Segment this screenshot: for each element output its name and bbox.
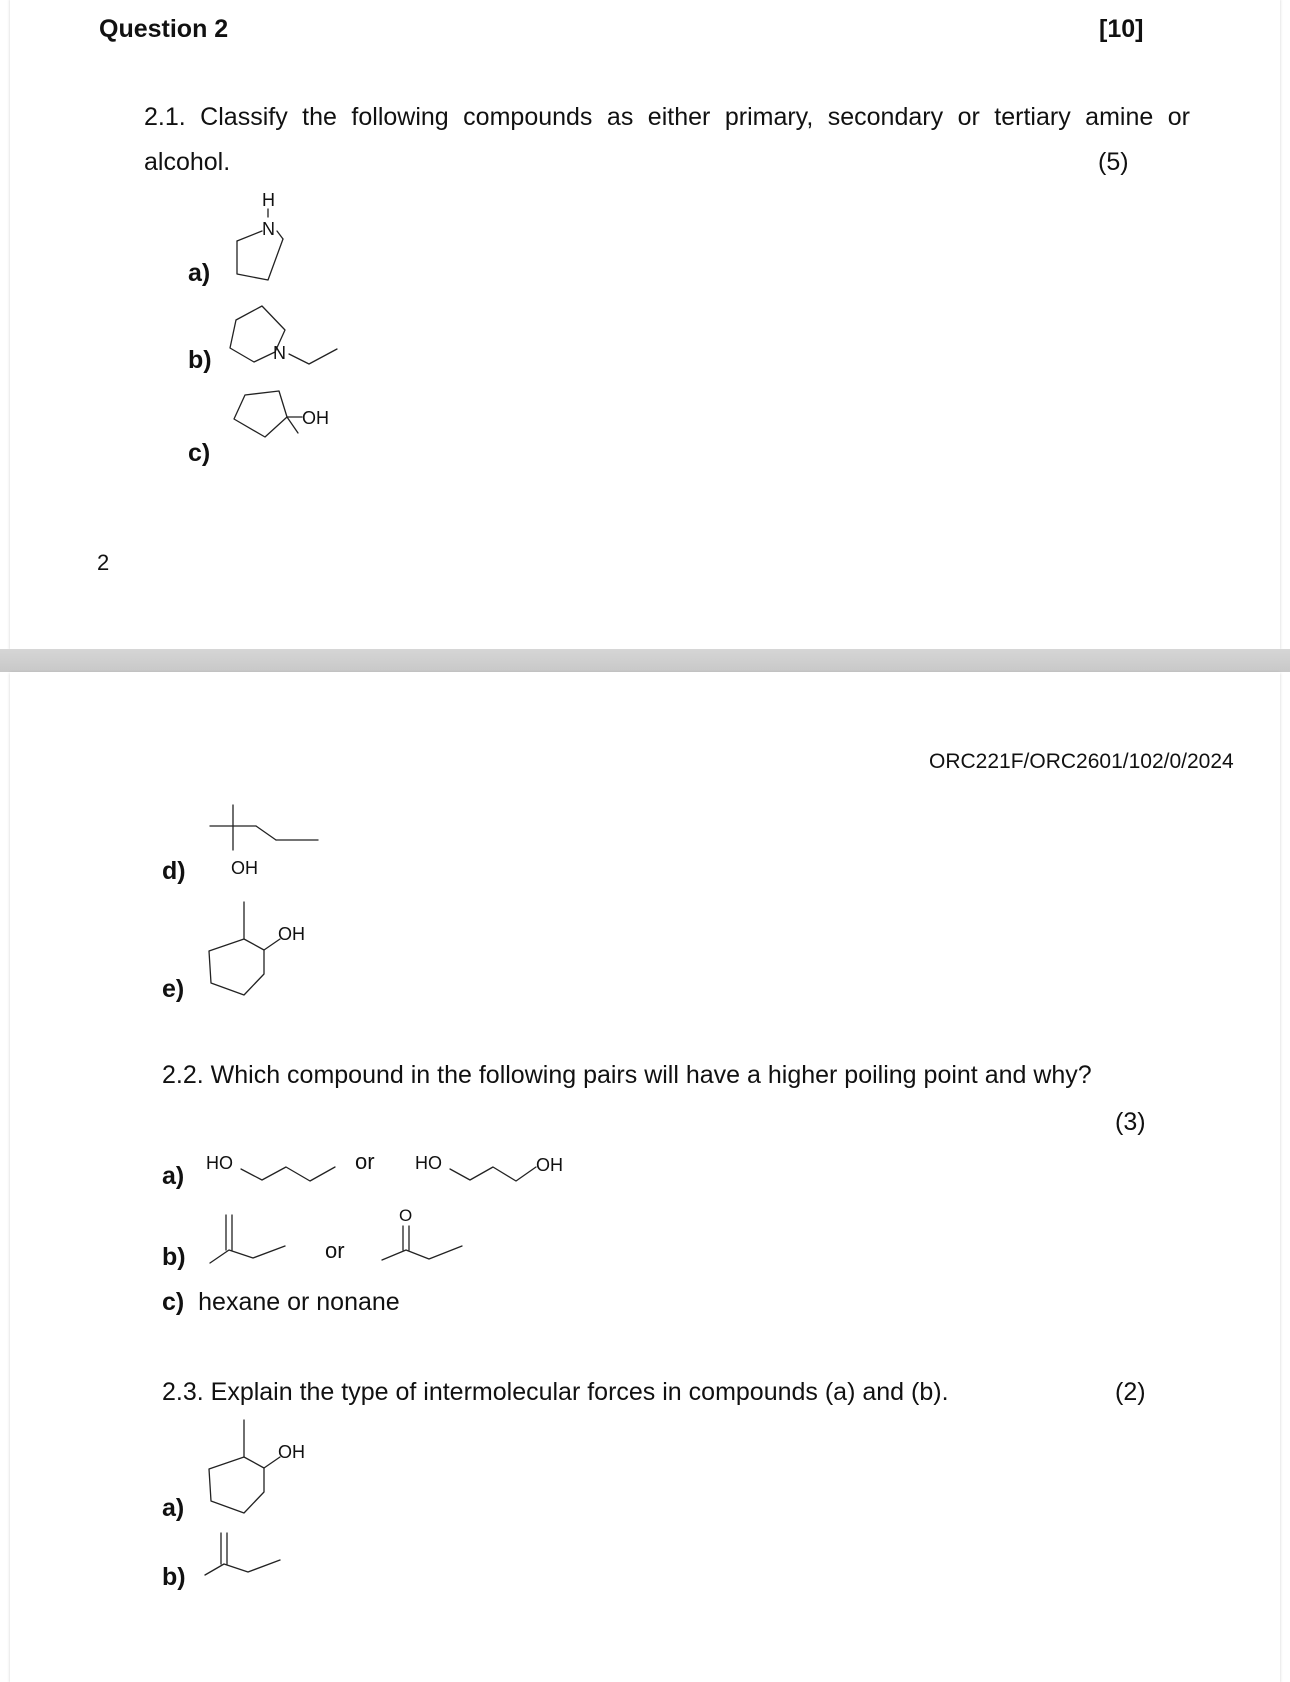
q22-item-a-label: a) [162,1162,185,1190]
q22-marks: (3) [1115,1108,1146,1136]
atom-oh: OH [302,408,329,428]
q21-item-e-label: e) [162,975,185,1003]
q21-item-d-label: d) [162,857,186,885]
atom-n: N [273,343,286,363]
alkene-structure-b [200,1530,300,1580]
q22-text: 2.2. Which compound in the following pairs will have a higher poiling point and why? [162,1061,1092,1089]
q22-b-structures [205,1200,485,1270]
n-ethylpiperidine-structure [225,300,345,380]
q21-item-b-label: b) [188,346,212,374]
atom-o: O [399,1206,413,1225]
or-connector: or [355,1149,375,1174]
q23-item-a-label: a) [162,1494,185,1522]
page-gap [0,649,1290,672]
methylcyclohexanol-structure-a [200,1413,320,1523]
atom-ho: HO [206,1153,233,1173]
or-connector: or [325,1238,345,1263]
atom-n: N [262,219,275,239]
q21-text-line1: 2.1. Classify the following compounds as either primary, secondary or tertiary amine or [144,103,1190,131]
q23-marks: (2) [1115,1378,1146,1406]
q23-text: 2.3. Explain the type of intermolecular forces in compounds (a) and (b). [162,1378,949,1406]
atom-oh: OH [278,1442,305,1462]
q21-marks: (5) [1098,148,1129,176]
course-code-header: ORC221F/ORC2601/102/0/2024 [929,750,1234,773]
tertiary-alcohol-structure [205,800,325,880]
question-title: Question 2 [99,15,229,43]
q22-a-structures [200,1145,580,1195]
q22-item-c-label: c) [162,1288,185,1316]
methylcyclopentanol-structure [225,385,345,465]
q23-item-b-label: b) [162,1563,186,1591]
pyrrolidine-structure [225,185,305,285]
methylcyclohexanol-structure-e [200,895,320,1005]
q22-item-c-text: hexane or nonane [198,1288,400,1316]
q21-text-line2: alcohol. [144,148,231,176]
page-number: 2 [97,550,110,575]
page-1 [10,0,1280,649]
atom-oh: OH [278,924,305,944]
atom-oh: OH [231,858,258,878]
atom-h: H [262,190,275,210]
q22-item-b-label: b) [162,1243,186,1271]
question-total-marks: [10] [1099,15,1144,43]
q21-item-a-label: a) [188,259,211,287]
q22-item-c [162,1290,400,1315]
atom-ho: HO [415,1153,442,1173]
q21-item-c-label: c) [188,439,211,467]
atom-oh: OH [536,1155,563,1175]
